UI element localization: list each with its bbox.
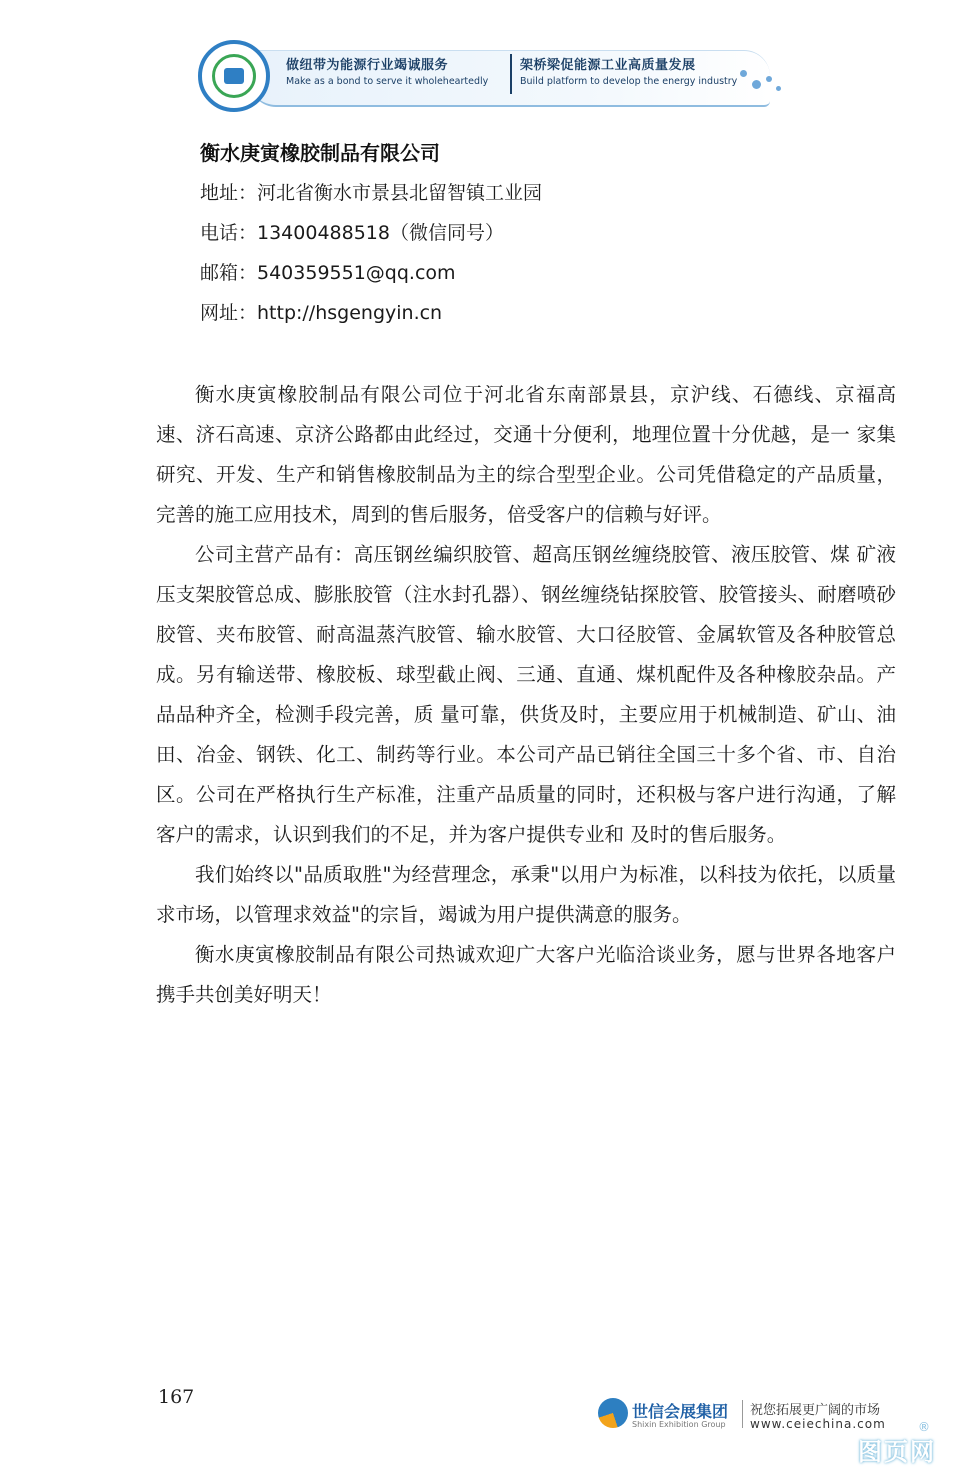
header-banner bbox=[192, 36, 792, 116]
banner-left-title: 做纽带为能源行业竭诚服务 bbox=[286, 58, 449, 73]
brand-website: www.ceiechina.com bbox=[750, 1417, 886, 1431]
footer-brand bbox=[598, 1396, 898, 1436]
brand-logo-icon bbox=[598, 1398, 628, 1428]
company-emblem-icon bbox=[198, 40, 270, 112]
contact-block bbox=[200, 140, 900, 340]
paragraph-products: 公司主营产品有：高压钢丝编织胶管、超高压钢丝缠绕胶管、液压胶管、煤 矿液压支架胶管总成、膨胀胶管（注水封孔器）、钢丝缠绕钻探胶管、胶管接头、耐磨喷砂胶管、夹布胶管、耐高温蒸汽胶管、输水胶管、大口径胶管、金属软管及各种胶管总成。另有输送带、橡胶板、球型截止阀、三通、直通、煤机配件及各种橡胶杂品。产品品种齐全，检测手段完善，质 量可靠，供货及时，主要应用于机械制造、矿山、油田、冶金、钢铁、化工、制药等行业。本公司产品已销往全国三十多个省、市、自治区。公司在严格执行生产标准，注重产品质量的同时，还积极与客户进行沟通，了解客户的需求，认识到我们的不足，并为客户提供专业和 及时的售后服务。 bbox=[156, 543, 896, 846]
brand-divider bbox=[742, 1400, 743, 1428]
banner-right-title: 架桥梁促能源工业高质量发展 bbox=[520, 58, 696, 73]
watermark: 图页网 bbox=[858, 1438, 936, 1466]
address-line: 地址：河北省衡水市景县北留智镇工业园 bbox=[200, 182, 543, 204]
brand-english: Shixin Exhibition Group bbox=[632, 1420, 726, 1429]
paragraph-intro: 衡水庚寅橡胶制品有限公司位于河北省东南部景县，京沪线、石德线、京福高速、济石高速、京济公路都由此经过，交通十分便利，地理位置十分优越，是一 家集研究、开发、生产和销售橡胶制品为主的综合型型企业。公司凭借稳定的产品质量，完善的施工应用技术，周到的售后服务，倍受客户的信赖与好评。 bbox=[156, 383, 896, 526]
registered-mark: ® bbox=[918, 1420, 930, 1434]
banner-left-subtitle: Make as a bond to serve it wholeheartedly bbox=[286, 76, 489, 87]
brand-slogan: 祝您拓展更广阔的市场 bbox=[750, 1403, 881, 1418]
page-number: 167 bbox=[158, 1386, 195, 1408]
company-name: 衡水庚寅橡胶制品有限公司 bbox=[200, 141, 440, 165]
brand-name: 世信会展集团 bbox=[632, 1402, 729, 1421]
paragraph-philosophy: 我们始终以"品质取胜"为经营理念，承秉"以用户为标准，以科技为依托，以质量求市场，以管理求效益"的宗旨，竭诚为用户提供满意的服务。 bbox=[156, 863, 896, 926]
banner-right-subtitle: Build platform to develop the energy industry bbox=[520, 76, 738, 87]
paragraph-welcome: 衡水庚寅橡胶制品有限公司热诚欢迎广大客户光临洽谈业务，愿与世界各地客户携手共创美好明天！ bbox=[156, 943, 896, 1006]
company-description bbox=[156, 375, 896, 1015]
website-line: 网址：http://hsgengyin.cn bbox=[200, 302, 443, 324]
email-line: 邮箱：540359551@qq.com bbox=[200, 262, 456, 284]
banner-divider bbox=[510, 54, 512, 94]
phone-line: 电话：13400488518（微信同号） bbox=[200, 222, 504, 244]
emblem-core bbox=[224, 68, 244, 84]
emblem-inner-ring bbox=[212, 54, 256, 98]
